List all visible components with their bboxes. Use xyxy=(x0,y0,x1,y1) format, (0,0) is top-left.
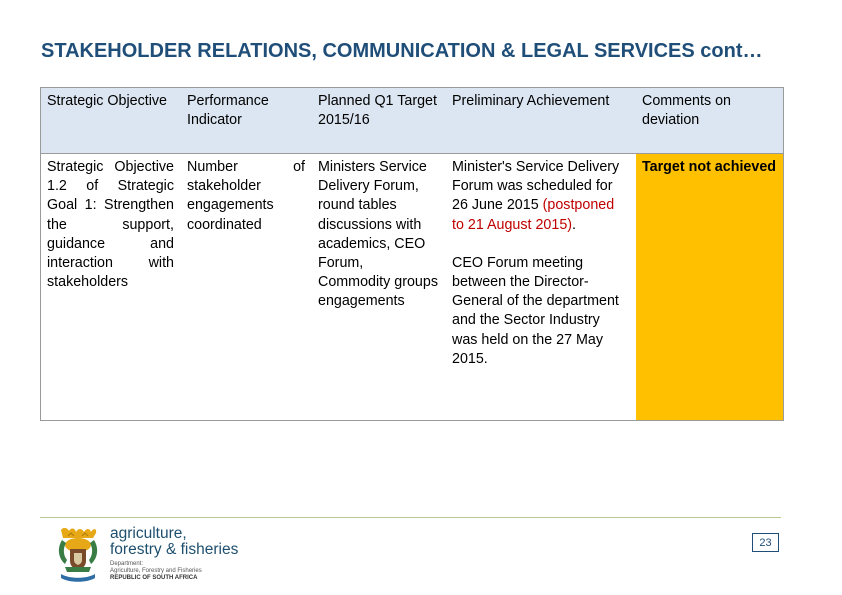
header-strategic-objective: Strategic Objective xyxy=(41,88,181,154)
cell-performance-indicator: Number of stakeholder engagements coordinated xyxy=(181,154,312,421)
coat-of-arms-icon xyxy=(53,524,103,586)
brand-name: agriculture, forestry & fisheries xyxy=(110,525,239,558)
postponed-note: (postponed to 21 August 2015) xyxy=(452,197,615,233)
header-planned-target: Planned Q1 Target 2015/16 xyxy=(312,88,446,154)
footer-divider xyxy=(40,517,781,518)
page-title: STAKEHOLDER RELATIONS, COMMUNICATION & LEGAL SERVICES cont… xyxy=(41,40,763,62)
page-number: 23 xyxy=(752,533,779,552)
header-performance-indicator: Performance Indicator xyxy=(181,88,312,154)
performance-table xyxy=(40,87,784,421)
department-text: Department: Agriculture, Forestry and Fisheries REPUBLIC OF SOUTH AFRICA xyxy=(110,561,202,581)
achievement-paragraph-1: Minister's Service Delivery Forum was scheduled for 26 June 2015 (postponed to 21 August 2015). xyxy=(452,159,620,233)
achievement-paragraph-2: CEO Forum meeting between the Director-General of the department and the Sector Industry was held on the 27 May 2015. xyxy=(452,254,619,367)
header-comments: Comments on deviation xyxy=(636,88,784,154)
header-preliminary-achievement: Preliminary Achievement xyxy=(446,88,636,154)
department-logo xyxy=(53,524,258,586)
cell-planned-target: Ministers Service Delivery Forum, round tables discussions with academics, CEO Forum, Commodity groups engagements xyxy=(312,154,446,421)
cell-strategic-objective: Strategic Objective 1.2 of Strategic Goal 1: Strengthen the support, guidance and interaction with stakeholders xyxy=(41,154,181,421)
cell-preliminary-achievement xyxy=(446,154,636,421)
table-row xyxy=(41,154,784,421)
cell-comments-status: Target not achieved xyxy=(636,154,784,421)
table-header-row xyxy=(41,88,784,154)
